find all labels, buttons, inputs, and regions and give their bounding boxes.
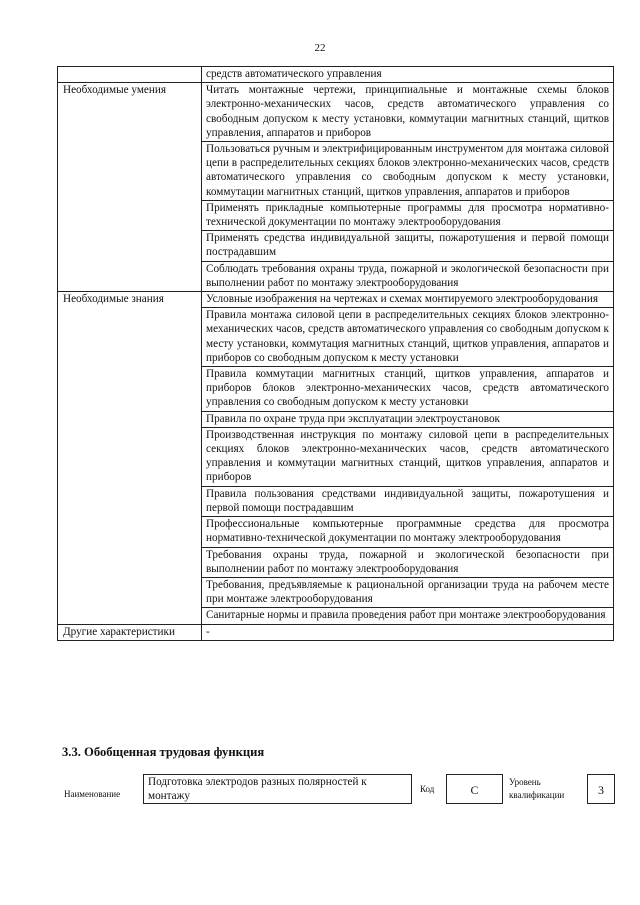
requirement-text: Правила коммутации магнитных станций, щитков управления, аппаратов и приборов блоков электронно-механических часов, средств автоматического управления со свободным допуском к месту установки xyxy=(202,367,614,412)
table-row xyxy=(58,292,614,308)
table-row xyxy=(58,83,614,142)
qualification-level-value: 3 xyxy=(587,774,615,804)
requirement-text: Требования охраны труда, пожарной и экологической безопасности при выполнении работ по монтажу электрооборудования xyxy=(202,547,614,577)
requirement-text: Применять средства индивидуальной защиты, пожаротушения и первой помощи пострадавшим xyxy=(202,231,614,261)
requirement-text: средств автоматического управления xyxy=(202,67,614,83)
requirement-text: Производственная инструкция по монтажу силовой цепи в распределительных секциях блоков электронно-механических часов, средств автоматического управления и коммутации магнитных станций, щитков управления, аппаратов и приборов xyxy=(202,427,614,486)
requirement-text: Применять прикладные компьютерные программы для просмотра нормативно-технической документации по монтажу электрооборудования xyxy=(202,200,614,230)
requirement-text: Профессиональные компьютерные программные средства для просмотра нормативно-технической документации по монтажу электрооборудования xyxy=(202,517,614,547)
requirement-text: Правила пользования средствами индивидуальной защиты, пожаротушения и первой помощи пострадавшим xyxy=(202,486,614,516)
table-row xyxy=(58,624,614,640)
row-label xyxy=(58,67,202,83)
qualification-level-label: Уровень квалификации xyxy=(509,777,565,800)
requirement-text: Санитарные нормы и правила проведения работ при монтаже электрооборудования xyxy=(202,608,614,624)
requirement-text: Правила по охране труда при эксплуатации электроустановок xyxy=(202,411,614,427)
row-label: Другие характеристики xyxy=(58,624,202,640)
requirement-text: - xyxy=(202,624,614,640)
requirement-text: Правила монтажа силовой цепи в распределительных секциях блоков электронно-механических часов, средств автоматического управления со свободным допуском к месту установки, коммутация магнитных станций, щитков управления, аппаратов и приборов со свободным допуском к месту установки xyxy=(202,308,614,367)
row-label: Необходимые знания xyxy=(58,292,202,624)
row-label: Необходимые умения xyxy=(58,83,202,292)
requirements-table xyxy=(57,66,614,641)
requirement-text: Условные изображения на чертежах и схемах монтируемого электрооборудования xyxy=(202,292,614,308)
table-row xyxy=(58,67,614,83)
name-value: Подготовка электродов разных полярностей к монтажу xyxy=(143,774,412,804)
requirement-text: Пользоваться ручным и электрифицированным инструментом для монтажа силовой цепи в распределительных секциях блоков электронно-механических часов, средств автоматического управления со свободным допуском к месту установки, коммутации магнитных станций, щитков управления, аппаратов и приборов xyxy=(202,142,614,201)
section-title: 3.3. Обобщенная трудовая функция xyxy=(62,745,265,759)
requirement-text: Соблюдать требования охраны труда, пожарной и экологической безопасности при выполнении работ по монтажу электрооборудования xyxy=(202,261,614,291)
requirement-text: Требования, предъявляемые к рациональной организации труда на рабочем месте при монтаже электрооборудования xyxy=(202,577,614,607)
page-number: 22 xyxy=(314,42,326,54)
requirement-text: Читать монтажные чертежи, принципиальные и монтажные схемы блоков электронно-механических часов, средств автоматического управления со свободным допуском к месту установки, коммутации магнитных станций, щитков управления, аппаратов и приборов xyxy=(202,83,614,142)
name-label: Наименование xyxy=(64,789,121,799)
generalized-function-row xyxy=(0,772,640,812)
code-label: Код xyxy=(420,784,435,794)
code-value: C xyxy=(446,774,503,804)
